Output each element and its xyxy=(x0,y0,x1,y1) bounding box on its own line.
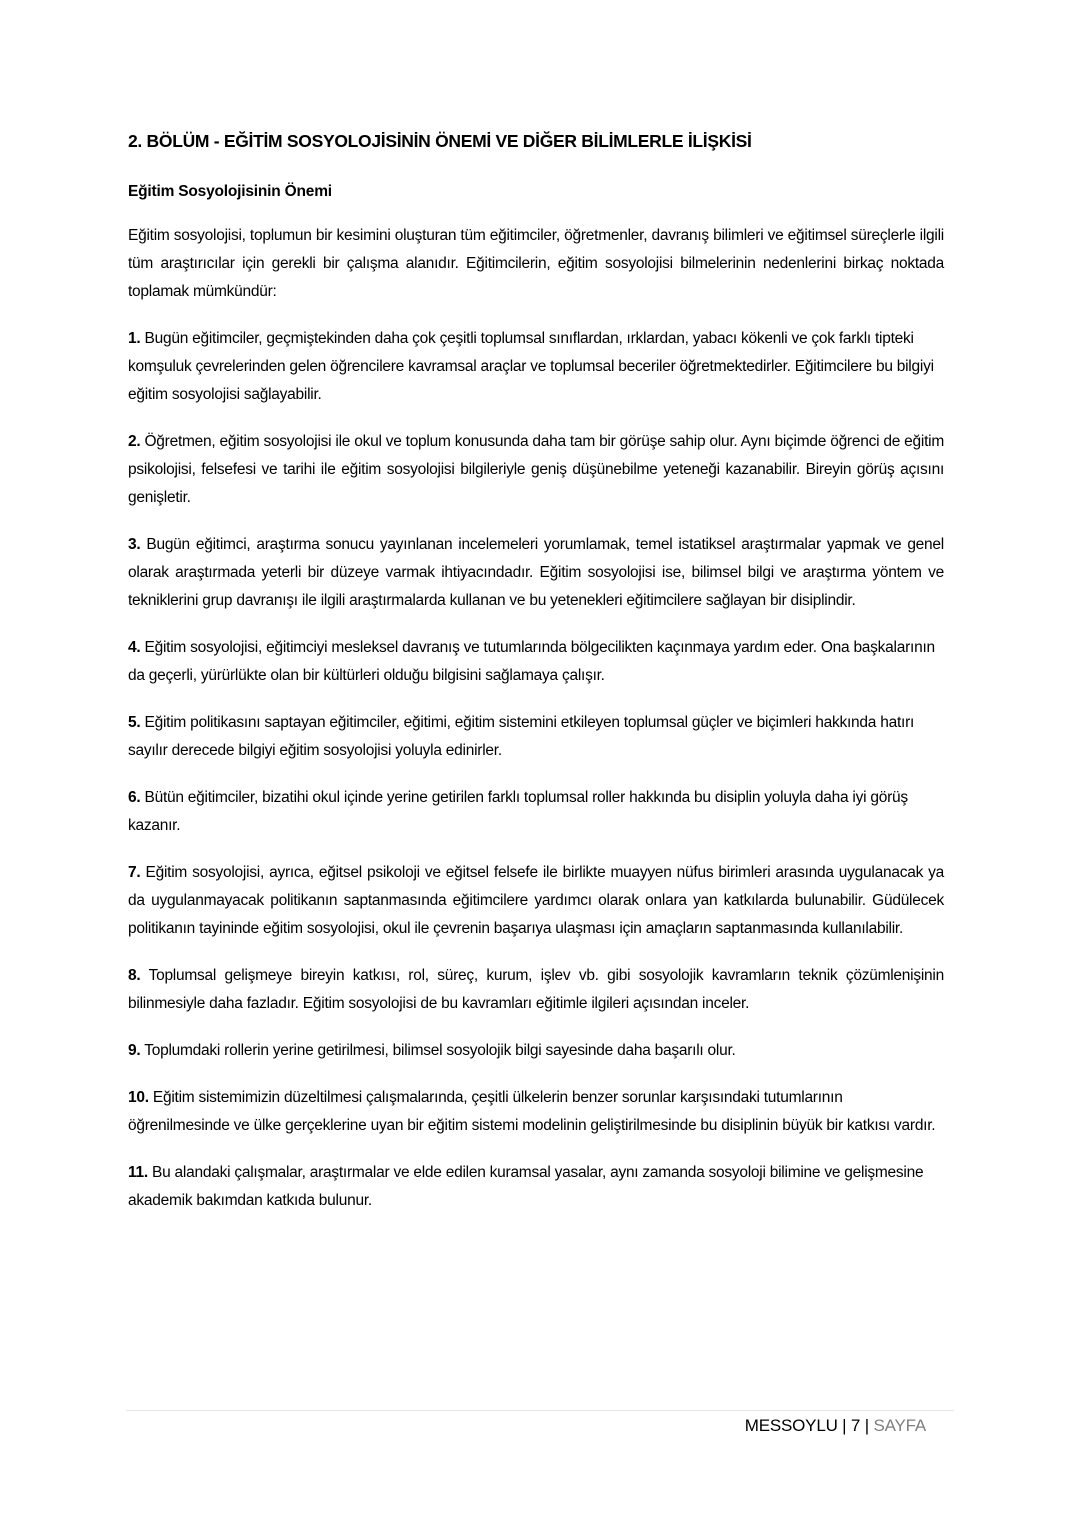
page-number: 7 xyxy=(850,1416,861,1435)
item-text: Bugün eğitimciler, geçmiştekinden daha çok çeşitli toplumsal sınıflardan, ırklardan, yabacı kökenli ve çok farklı tipteki komşuluk çevrelerinden gelen öğrencilere kavramsal araçlar ve toplumsal beceriler öğretmektedirler. Eğitimcilere bu bilgiyi eğitim sosyolojisi sağlayabilir. xyxy=(128,330,934,403)
list-item xyxy=(128,325,944,409)
page-footer xyxy=(745,1416,926,1436)
list-item xyxy=(128,784,944,840)
item-number: 9. xyxy=(128,1042,141,1059)
item-text: Eğitim sistemimizin düzeltilmesi çalışmalarında, çeşitli ülkelerin benzer sorunlar karşısındaki tutumlarının öğrenilmesinde ve ülke gerçeklerine uyan bir eğitim sistemi modelinin geliştirilmesinde bu disiplinin büyük bir katkısı vardır. xyxy=(128,1089,936,1134)
item-number: 10. xyxy=(128,1089,149,1106)
item-text: Eğitim sosyolojisi, ayrıca, eğitsel psikoloji ve eğitsel felsefe ile birlikte muayyen nüfus birimleri arasında uygulanacak ya da uygulanmayacak politikanın saptanmasında eğitimcilere yardımcı olarak onlara yan katkılarda bulunabilir. Güdülecek politikanın tayininde eğitim sosyolojisi, okul ile çevrenin başarıya ulaşması için amaçların saptanmasında kullanılabilir. xyxy=(128,864,944,937)
footer-divider xyxy=(126,1410,954,1411)
numbered-list xyxy=(128,325,944,1215)
item-number: 6. xyxy=(128,789,141,806)
item-number: 4. xyxy=(128,639,141,656)
item-number: 3. xyxy=(128,536,141,553)
item-text: Eğitim sosyolojisi, eğitimciyi mesleksel davranış ve tutumlarında bölgecilikten kaçınmaya yardım eder. Ona başkalarının da geçerli, yürürlükte olan bir kültürleri olduğu bilgisini sağlamaya çalışır. xyxy=(128,639,935,684)
item-number: 8. xyxy=(128,967,141,984)
list-item xyxy=(128,1084,944,1140)
item-text: Bütün eğitimciler, bizatihi okul içinde yerine getirilen farklı toplumsal roller hakkında bu disiplin yoluyla daha iyi görüş kazanır. xyxy=(128,789,908,834)
footer-author: MESSOYLU xyxy=(744,1416,838,1435)
chapter-title: 2. BÖLÜM - EĞİTİM SOSYOLOJİSİNİN ÖNEMİ VE DİĞER BİLİMLERLE İLİŞKİSİ xyxy=(128,131,752,151)
item-text: Toplumdaki rollerin yerine getirilmesi, bilimsel sosyolojik bilgi sayesinde daha başarılı olur. xyxy=(140,1042,736,1059)
footer-separator: | xyxy=(837,1416,851,1435)
list-item xyxy=(128,634,944,690)
item-number: 11. xyxy=(128,1164,148,1181)
list-item xyxy=(128,1037,944,1065)
footer-separator: | xyxy=(860,1416,874,1435)
item-text: Bu alandaki çalışmalar, araştırmalar ve elde edilen kuramsal yasalar, aynı zamanda sosyoloji bilimine ve gelişmesine akademik bakımdan katkıda bulunur. xyxy=(128,1164,924,1209)
item-text: Eğitim politikasını saptayan eğitimciler, eğitimi, eğitim sistemini etkileyen toplumsal güçler ve biçimleri hakkında hatırı sayılır derecede bilgiyi eğitim sosyolojisi yoluyla edinirler. xyxy=(128,714,915,759)
list-item xyxy=(128,428,944,512)
section-heading: Eğitim Sosyolojisinin Önemi xyxy=(128,183,332,200)
item-text: Bugün eğitimci, araştırma sonucu yayınlanan incelemeleri yorumlamak, temel istatiksel araştırmalar yapmak ve genel olarak araştırmada yeterli bir düzeye varmak ihtiyacındadır. Eğitim sosyolojisi ise, bilimsel bilgi ve araştırma yöntem ve tekniklerini grup davranışı ile ilgili araştırmalarda kullanan ve bu yetenekleri eğitimcilere sağlayan bir disiplindir. xyxy=(128,536,944,609)
item-number: 2. xyxy=(128,433,141,450)
document-page xyxy=(128,128,944,1234)
item-number: 5. xyxy=(128,714,141,731)
list-item xyxy=(128,859,944,943)
item-number: 1. xyxy=(128,330,141,347)
list-item xyxy=(128,962,944,1018)
item-text: Toplumsal gelişmeye bireyin katkısı, rol, süreç, kurum, işlev vb. gibi sosyolojik kavramların teknik çözümlenişinin bilinmesiyle daha fazladır. Eğitim sosyolojisi de bu kavramları eğitimle ilgileri açısından inceler. xyxy=(128,967,944,1012)
list-item xyxy=(128,709,944,765)
footer-page-label: SAYFA xyxy=(873,1416,926,1435)
item-number: 7. xyxy=(128,864,141,881)
item-text: Öğretmen, eğitim sosyolojisi ile okul ve toplum konusunda daha tam bir görüşe sahip olur. Aynı biçimde öğrenci de eğitim psikolojisi, felsefesi ve tarihi ile eğitim sosyolojisi bilgileriyle geniş düşünebilme yeteneği kazanabilir. Bireyin görüş açısını genişletir. xyxy=(128,433,944,506)
list-item xyxy=(128,531,944,615)
list-item xyxy=(128,1159,944,1215)
intro-paragraph: Eğitim sosyolojisi, toplumun bir kesimini oluşturan tüm eğitimciler, öğretmenler, davranış bilimleri ve eğitimsel süreçlerle ilgili tüm araştırıcılar için gerekli bir çalışma alanıdır. Eğitimcilerin, eğitim sosyolojisi bilmelerinin nedenlerini birkaç noktada toplamak mümkündür: xyxy=(128,227,944,300)
